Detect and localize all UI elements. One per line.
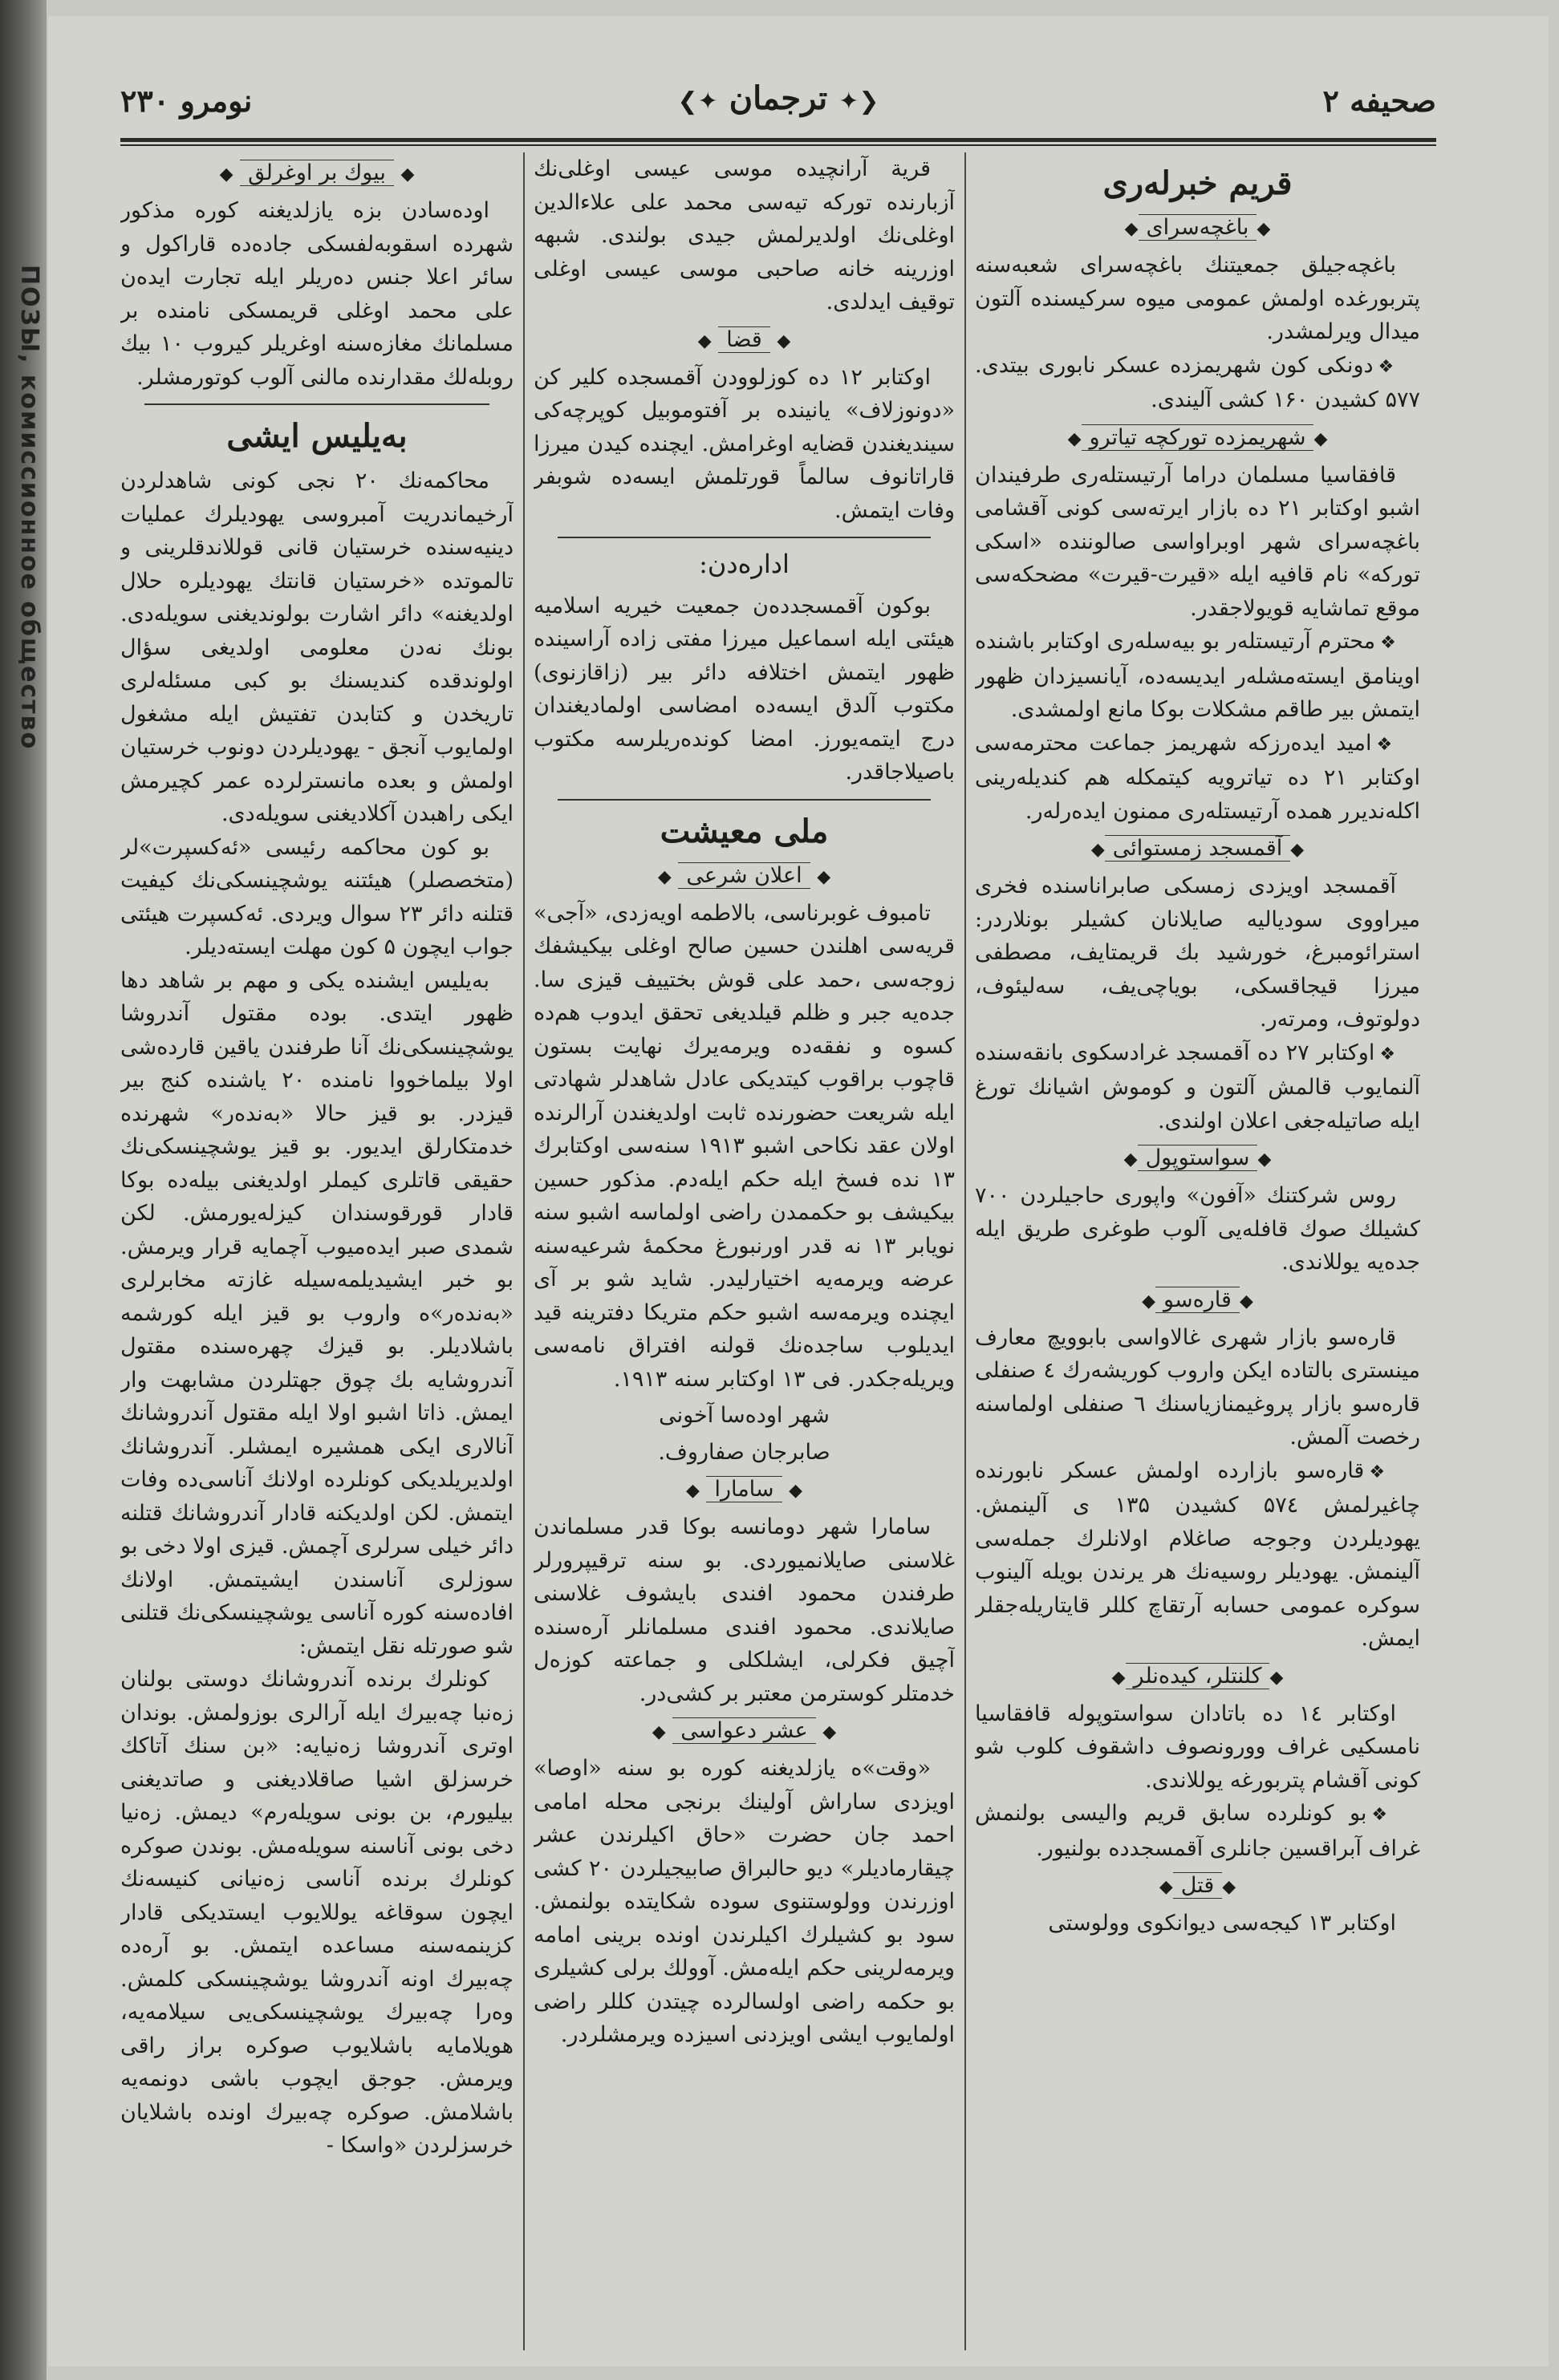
diamond-icon: ◆ xyxy=(1142,1291,1156,1312)
section-title: قریم خبرلەری xyxy=(1102,164,1293,202)
article-text: تامبوف غوبرناسی، بالاطمه اویەزدی، «آجی» قریەسی اهلندن حسین صالح اوغلی بیکیشفك زوجەسی ،حمد علی قوش بختییف قیزی سا. جدەیه جبر و ظلم قیلدیغی تحقق ایدوب هم‌ده کسوه و نفقەده ویرمەیرك نهایت بستون قاچوب براقوب کیتدیکی عادل شاهدلر شهادتی ایله شریعت حضورنده ثابت اولدیغندن آرالرنده اولان عقد نکاحی اشبو ۱۹۱۳ سنەسی اوکتابرك ۱۳ نده فسخ ایله حکم ایلەدم. مذکور حسین بیکیشف بو حکممدن راضی اولماسه اشبو سنه نویابر ۱۳ نه قدر اورنبورغ محکمهٔ شرعیەسنه عرضه ویرمەیه اختیارلیدر. شاید شو بر آی ایچنده ویرمەسه اشبو حکم متریکا دفترینه قید ایدیلوب ساجدەنك قولنه افتراق نامەسی ویریلەجکدر. فی ۱۳ اوکتابر سنه ۱۹۱۳. xyxy=(534,900,955,1392)
signature-line: شهر اودەسا آخونی xyxy=(659,1403,830,1428)
news-item: قاره‌سو بازار شهری غالاواسی بابوویچ معارف مینستری بالتاده ایکن واروب کوریشەرك ٤ صنفلی قاره‌سو بازار پروغیمنازیاسنك ٦ صنفلی اولماسنه رخصت آلمش. xyxy=(975,1324,1420,1449)
divider xyxy=(144,403,489,405)
news-item: ❖امید ایدەرزکه شهریمز جماعت محترمەسی اوکتابر ۲۱ ده تیاترویه کیتمکله هم کندیلەرینی اکلەندیرر همده آرتیستلەری ممنون ایدەرلەر. xyxy=(975,730,1420,824)
diamond-icon: ◆ xyxy=(1257,1149,1272,1170)
subheading: ◆کلنتلر، کیده‌نلر◆ xyxy=(1111,1663,1284,1689)
diamond-icon: ◆ xyxy=(1123,1149,1138,1170)
ornament-icon: ✦❯ xyxy=(677,87,718,116)
diamond-icon: ◆ xyxy=(817,866,831,887)
bullet-icon: ❖ xyxy=(1371,1805,1396,1825)
news-item: ❖محترم آرتیستلەر بو بیەسلەری اوکتابر باشنده اوینامق ایستەمشلەر ایدیسەده، آیانسیزدان ظهور ایتمش بیر طاقم مشکلات بوکا مانع اولمشدی. xyxy=(975,629,1420,722)
divider xyxy=(558,799,931,801)
column-crimea-news xyxy=(975,152,1420,2350)
diamond-icon: ◆ xyxy=(1239,1291,1253,1312)
subheading: ◆شهریمزده تورکچه تیاترو◆ xyxy=(1067,424,1328,450)
column-divider xyxy=(964,152,966,2350)
diamond-icon: ◆ xyxy=(652,1722,666,1742)
news-item: اوکتابر ۱۳ کیجەسی دیوانکوی وولوستی xyxy=(1048,1911,1396,1936)
diamond-icon: ◆ xyxy=(697,330,712,351)
column-left xyxy=(120,152,514,2350)
article-text: بوکون آقمسجددەن جمعیت خیریه اسلامیه هیئتی ایله اسماعیل میرزا مفتی زاده آراسینده ظهور ایتمش اختلافه دائر بیر (زاقازنوی) مکتوب آلدق ایسەده امضاسی اولمادیغندان درج ایتمەیورز. امضا کوندەریلرسه مکتوب باصیلاجاقدر. xyxy=(534,593,955,785)
article-text: بەیلیس ایشنده یکی و مهم بر شاهد دها ظهور ایتدی. بوده مقتول آندروشا یوشچینسکی‌نك آنا طرفندن یاقین قارده‌شی اولا بیلماخووا نامنده ۲۰ یاشنده کنج بیر قیزدر. بو قیز حالا «بەندەر» شهرنده خدمتکارلق ایدیور. بو قیز یوشچینسکی‌نك حقیقی قاتلری کیملر اولدیغنی بیلەده بوکا قادار قورقوسندان کیزلەیورمش. لکن شمدی صبر ایدەمیوب آچمایه قرار ویرمش. بو خبر ایشیدیلمەسیله غازته مخابرلری «بەندەر»ه واروب بو قیز ایله کورشمه باشلادیلر. بو قیزك چهرەسنده مقتول آندروشایه بك چوق جهتلردن مشابهت وار ایمش. ذاتا اشبو اولا ایله مقتول آندروشانك آنالاری ایکی همشیره ایمشلر. آندروشانك اولدیریلدیکی کونلرده اولانك آناسی‌ده وفات ایتمش. لکن اولدیکنه قادار آندروشانك قتلنه دائر خیلی سرلری آچمش. قیزی اولا دخی بو سوزلری آناسندن ایشیتمش. اولانك افادەسنه کوره آناسی یوشچینسکی‌نك قتلنی شو صورتله نقل ایتمش: xyxy=(120,967,514,1659)
subheading-ushr: ◆ عشر دعواسی ◆ xyxy=(652,1718,837,1743)
article-text: اودەسادن بزه یازلدیغنه کوره مذکور شهرده اسقوبەلفسکی جادەده قاراکول و سائر اعلا جنس دەریلر ایله تجارت ایدەن علی محمد اوغلی قریمسکی نامنده بر مسلمانك مغازەسنه اوغریلر کیروب ۱۰ بیك روبلەلك مقدارنده مالنی آلوب کوتورمشلر. xyxy=(120,198,514,390)
diamond-icon: ◆ xyxy=(1313,428,1328,449)
news-item: ❖اوکتابر ۲۷ ده آقمسجد غرادسکوی بانقەسنده آلنمایوب قالمش آلتون و کوموش اشیانك تورغ ایله صاتیلەجغی اعلان اولندی. xyxy=(975,1040,1420,1133)
diamond-icon: ◆ xyxy=(1111,1667,1126,1688)
subheading: ◆قتل◆ xyxy=(1159,1873,1236,1898)
article-text: قریة آرانچیده موسی عیسی اوغلی‌نك آزبارنده تورکه تیەسی محمد علی علاءالدین اوغلی‌نك اولدیرلمش جیدی بولندی. شبهه اوزرینه خانه صاحبی موسی عیسی اوغلی توقیف ایدلدی. xyxy=(534,156,955,314)
masthead-rule-thin xyxy=(120,144,1436,146)
bullet-icon: ❖ xyxy=(1380,633,1396,653)
subheading: ◆سواستوپول◆ xyxy=(1123,1145,1272,1170)
bullet-icon: ❖ xyxy=(1376,734,1396,755)
subheading-qaza: ◆ قضا ◆ xyxy=(697,326,791,352)
news-item: روس شرکتنك «آفون» واپوری حاجیلردن ۷۰۰ کشیلك صوك قافلەیی آلوب طوغری طریق ایله جدەیه یوللاندی. xyxy=(975,1183,1420,1275)
diamond-icon: ◆ xyxy=(1269,1667,1284,1688)
news-item: اوکتابر ۱٤ ده باتادان سواستوپوله قافقاسیا نامسکیی غراف وورونصوف داشقوف کلوب شو کونی آقشام پتربورغه یوللاندی. xyxy=(975,1701,1420,1793)
signature-name: صابرجان صفاروف. xyxy=(658,1439,830,1465)
article-text: کونلرك برنده آندروشانك دوستی بولنان زەنبا چەبیرك ایله آرالری بوزولمش. بوندان اوتری آندروشا زەنیایه: «بن سنك آتا‌کك خرسزلق اشیا صاقلادیغنی و صاتدیغنی بیلیورم، بن بونی سویلەرم» دیمش. زەنیا دخی بونی آناسنه سویلەمش. بوندن صوکره کونلرك برنده آناسی زەنیانی کنیسەنك ایچون سوقاغه یوللایوب ایستدیکی قادار کزینمەسنه مساعده ایتمش. بو آرەده چەبیرك اونه آندروشا یوشچینسکی کلمش. وەرا چەبیرك یوشچینسکی‌یی سیلامەیه، هویلامایه باشلایوب صوکره براز راقی ویرمش. جوجق ایچوب باشی دونمەیه باشلامش. صوکره چەبیرك اونده باشلایان خرسزلردن «واسکا - xyxy=(120,1667,514,2158)
masthead xyxy=(120,76,1436,132)
section-title: بەیلیس ایشی xyxy=(226,417,408,455)
subheading-ilan: ◆ اعلان شرعی ◆ xyxy=(657,862,831,888)
bullet-icon: ❖ xyxy=(1378,356,1396,377)
subheading: ◆قاره‌سو◆ xyxy=(1142,1287,1253,1312)
news-item: ❖بو کونلرده سابق قریم والیسی بولنمش غراف آبراقسین جانلری آقمسجدده بولنیور. xyxy=(975,1801,1420,1861)
article-text: «وقت»ه یازلدیغنه کوره بو سنه «اوصا» اویزدی ساراش آولینك برنجی محله امامی احمد جان حضرت «حاق اکیلرندن عشر چیقارمادیلر» دیو حالبراق صابیجیلردن ۲۰ کشی اوزرندن وولوستنوی سودە شکایتده بولنمش. سود بو کشیلرك اکیلرندن اونده برینی امامه ویرمه‌لرینی حکم ایلەمش. آوولك برلی کشیلری بو حکمه راضی اولسالرده چیتدن کللر راضی اولمایوب ایشی اویزدنی اسیزده ویرمشلردر. xyxy=(534,1756,955,2047)
subheading: ◆باغچەسرای◆ xyxy=(1124,215,1271,240)
news-item: قافقاسیا مسلمان دراما آرتیستلەری طرفیندان اشبو اوکتابر ۲۱ ده بازار ایرتەسی کونی آقشامی باغچەسرای شهر اوبراواسی صالوننده «اسکی تورکه» نام قافیه ایله «قیرت-قیرت» مضحکه‌سی موقع تماشایه قویولاجقدر. xyxy=(975,462,1420,621)
article-text: بو کون محاکمه رئیسی «ئەکسپرت»لر (متخصصلر) هیئتنه یوشچینسکی‌نك کیفیت قتلنه دائر ۲۳ سوال ویردی. ئەکسپرت هیئتی جواب ایچون ۵ کون مهلت ایستەدیلر. xyxy=(120,834,514,959)
article-text: محاکمەنك ۲۰ نجی کونی شاهدلردن آرخیماندریت آمبروسی یهودیلرك عملیات دینیه‌سنده خرستیان قانی قوللاندقلرینی و تالموتده «خرستیان قانتك یهودیلره حلال اولدیغنه» دائر اشارت بولوندیغنی سویلەدی. بونك نەدن معلومی اولدیغی سؤال اولوندقده کندیسنك بو کبی مسئلەلری تاریخدن و کتابدن تفتیش ایله مشغول اولمایوب آنجق - یهودیلردن دونوب خرستیان اولمش و بعده مانسترلرده عمر کچیرمش ایکی راهبدن آکلادیغنی سویلەدی. xyxy=(120,468,514,826)
diamond-icon: ◆ xyxy=(685,1481,700,1501)
issue-number-label: نومرو ۲۳۰ xyxy=(120,83,253,119)
masthead-rule xyxy=(120,138,1436,142)
article-text: سامارا شهر دومانسه بوکا قدر مسلماندن غلاسنی صایلانمیوردی. بو سنه ترقیپرورلر طرفندن محمود افندی بایشوف غلاسنی صایلاندی. محمود افندی مسلمانلر آرەسنده آچیق فکرلی، ایشلکلی و جماعته کوزەل خدمتلر کوسترمن معتبر بر کشی‌در. xyxy=(534,1514,955,1706)
column-middle xyxy=(534,152,955,2350)
diamond-icon: ◆ xyxy=(1159,1877,1173,1897)
diamond-icon: ◆ xyxy=(1290,840,1305,860)
ornament-icon: ❮✦ xyxy=(838,87,879,116)
diamond-icon: ◆ xyxy=(777,330,791,351)
subheading: ◆آقمسجد زمستوائی◆ xyxy=(1090,836,1305,861)
news-item: ❖دونکی کون شهریمزده عسکر نابوری بیتدی. ۵۷۷ کشیدن ۱۶۰ کشی آلیندی. xyxy=(975,352,1420,412)
newspaper-title xyxy=(642,79,915,117)
column-divider xyxy=(523,152,525,2350)
section-title: ملی معیشت xyxy=(660,812,829,850)
diamond-icon: ◆ xyxy=(822,1722,837,1742)
subheading-idare: اداره‌دن: xyxy=(699,549,790,579)
page-number-label: صحیفه ۲ xyxy=(1322,83,1436,119)
bullet-icon: ❖ xyxy=(1379,1044,1396,1064)
diamond-icon: ◆ xyxy=(219,164,233,184)
diamond-icon: ◆ xyxy=(1067,428,1082,449)
diamond-icon: ◆ xyxy=(789,1481,803,1501)
diamond-icon: ◆ xyxy=(1222,1877,1236,1897)
news-item: ❖قاره‌سو بازارده اولمش عسکر نابورنده چاغیرلمش ۵۷٤ کشیدن ۱۳۵ ی آلینمش. یهودیلردن وجوجه صاغلام اولانلرك جملەسی آلینمش. یهودیلر روسیەنك هر یرندن بویله آلینوب سوکره عمومی حسابه آرتقاچ کللر قایتاریلەجقلر ایمش. xyxy=(975,1458,1420,1651)
newspaper-name: ترجمان xyxy=(729,79,828,117)
subheading-samara: ◆ سامارا ◆ xyxy=(685,1477,803,1502)
diamond-icon: ◆ xyxy=(1090,840,1105,860)
news-list xyxy=(975,212,1420,1940)
diamond-icon: ◆ xyxy=(1124,219,1139,239)
news-item: آقمسجد اویزدی زمسکی صابراناسنده فخری میراووی سودیالیه صایلانان کشیلر بونلاردر: استرائومبرغ، خورشید بك قریمتایف، مصطفی میرزا قیجاقسکی، بویاچی‌یف، سەلیئوف، دولوتوف، ومرتەر. xyxy=(975,874,1420,1032)
bullet-icon: ❖ xyxy=(1369,1462,1396,1482)
news-item: باغچەجیلق جمعیتنك باغچەسرای شعبەسنه پتربورغدە اولمش عمومی میوه سرکیسنده آلتون میدال ویرلمشدر. xyxy=(975,253,1420,344)
binding-label: ПОЗЫ, комиссионное общество xyxy=(15,265,43,751)
subheading-theft: ◆ بیوك بر اوغرلق ◆ xyxy=(219,160,415,185)
binding-strip xyxy=(0,0,47,2380)
diamond-icon: ◆ xyxy=(657,866,672,887)
article-text: اوکتابر ۱۲ ده کوزلوودن آقمسجده کلیر کن «دونوزلاف» یانینده بر آفتوموبیل کوپرچه‌کی سینديغندن قضایه اوغرامش. ایچنده کیدن میرزا قاراتانوف سالماً قورتلمش ایسەده شوبفر وفات ایتمش. xyxy=(534,364,955,523)
diamond-icon: ◆ xyxy=(400,164,415,184)
divider xyxy=(558,537,931,538)
diamond-icon: ◆ xyxy=(1257,219,1271,239)
